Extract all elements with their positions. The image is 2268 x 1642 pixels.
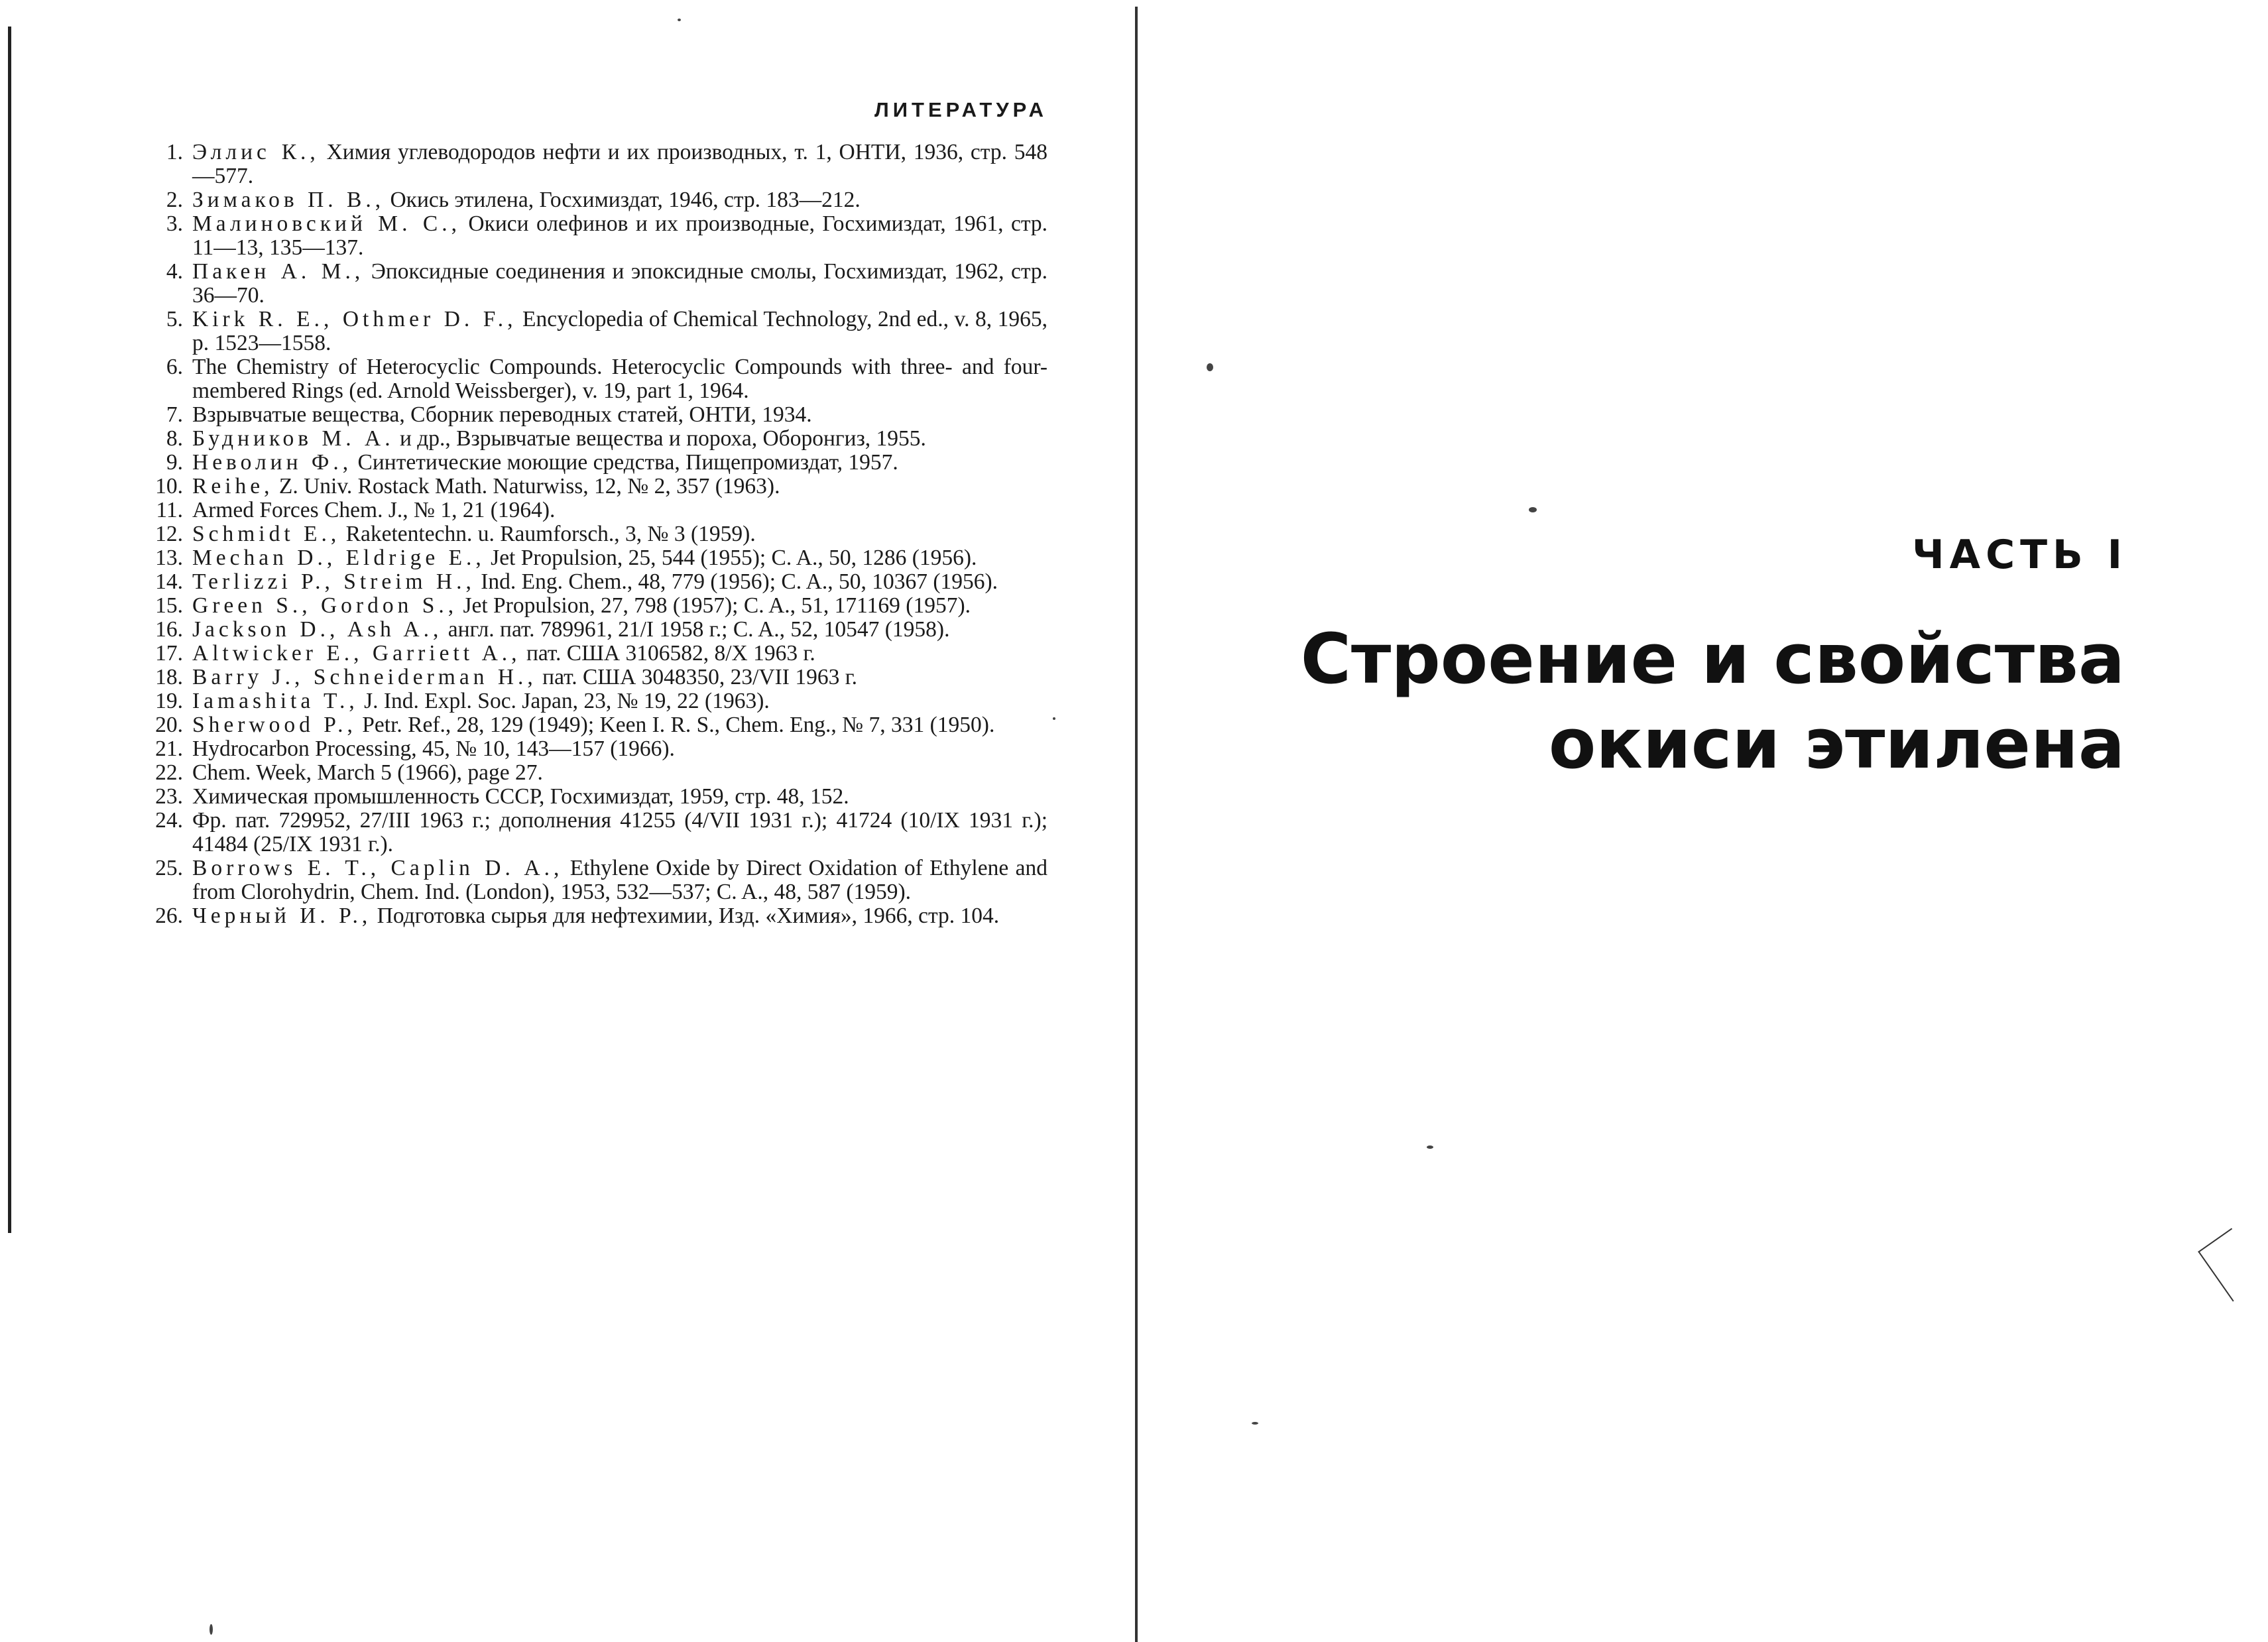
reference-item	[139, 761, 1047, 785]
reference-text: Armed Forces Chem. J., № 1, 21 (1964).	[192, 498, 556, 522]
reference-text: Raketentechn. u. Raumforsch., 3, № 3 (1959).	[340, 522, 756, 546]
reference-item	[139, 689, 1047, 713]
reference-text: Petr. Ref., 28, 129 (1949); Keen I. R. S., Chem. Eng., № 7, 331 (1950).	[356, 713, 995, 737]
reference-author: Iamashita T.,	[192, 689, 359, 713]
reference-item	[139, 642, 1047, 666]
reference-number: 5.	[166, 307, 183, 331]
page-gutter	[1135, 7, 1138, 1642]
reference-text: Окиси олефинов и их производные, Госхимиздат, 1961, стр. 11—13, 135—137.	[192, 211, 1048, 260]
reference-item	[139, 260, 1047, 308]
part-title	[1301, 616, 2125, 786]
reference-number: 9.	[166, 450, 183, 475]
reference-item	[139, 785, 1047, 809]
reference-author: Sherwood P.,	[192, 713, 357, 737]
reference-author: Kirk R. E., Othmer D. F.,	[192, 307, 517, 331]
reference-text: Encyclopedia of Chemical Technology, 2nd ed., v. 8, 1965, p. 1523—1558.	[192, 307, 1048, 355]
scan-speck	[1053, 717, 1055, 720]
reference-author: Будников М. А.	[192, 426, 394, 451]
reference-item	[139, 427, 1047, 451]
reference-item	[139, 403, 1047, 427]
reference-author: Reihe,	[192, 474, 274, 498]
scan-speck	[678, 19, 681, 21]
reference-number: 12.	[155, 522, 183, 546]
reference-item	[139, 713, 1047, 737]
reference-item	[139, 904, 1047, 928]
reference-item	[139, 666, 1047, 689]
reference-text: Окись этилена, Госхимиздат, 1946, стр. 183—212.	[385, 188, 861, 212]
scan-speck	[1252, 1422, 1258, 1425]
reference-text: и др., Взрывчатые вещества и пороха, Оборонгиз, 1955.	[394, 426, 926, 451]
reference-number: 1.	[166, 140, 183, 164]
reference-number: 6.	[166, 355, 183, 379]
reference-number: 13.	[155, 546, 183, 570]
reference-number: 10.	[155, 474, 183, 498]
scan-edge	[8, 27, 11, 1233]
part-title-line: Строение и свойства	[1300, 618, 2125, 699]
reference-number: 19.	[155, 689, 183, 713]
reference-author: Altwicker E., Garriett A.,	[192, 641, 521, 666]
reference-item	[139, 856, 1047, 904]
reference-number: 17.	[155, 641, 183, 666]
scan-speck	[1207, 363, 1213, 371]
reference-item	[139, 809, 1047, 856]
reference-number: 15.	[155, 593, 183, 618]
reference-author: Пакен А. М.,	[192, 259, 365, 284]
reference-author: Эллис К.,	[192, 140, 320, 164]
reference-text: Химия углеводородов нефти и их производных, т. 1, ОНТИ, 1936, стр. 548—577.	[192, 140, 1048, 188]
reference-item	[139, 498, 1047, 522]
bibliography-page	[139, 93, 1047, 1220]
reference-author: Terlizzi P., Streim H.,	[192, 569, 475, 594]
reference-author: Неволин Ф.,	[192, 450, 353, 475]
reference-item	[139, 308, 1047, 355]
reference-number: 3.	[166, 211, 183, 236]
reference-list	[139, 141, 1047, 928]
reference-text: Химическая промышленность СССР, Госхимиздат, 1959, стр. 48, 152.	[192, 784, 849, 809]
reference-text: Hydrocarbon Processing, 45, № 10, 143—157 (1966).	[192, 736, 675, 761]
reference-author: Малиновский М. С.,	[192, 211, 461, 236]
scan-speck	[1427, 1145, 1433, 1149]
reference-item	[139, 618, 1047, 642]
reference-number: 18.	[155, 665, 183, 689]
reference-item	[139, 594, 1047, 618]
reference-item	[139, 570, 1047, 594]
reference-number: 25.	[155, 856, 183, 880]
reference-author: Barry J., Schneiderman H.,	[192, 665, 537, 689]
reference-item	[139, 546, 1047, 570]
reference-author: Mechan D., Eldrige E.,	[192, 546, 485, 570]
reference-text: пат. США 3106582, 8/X 1963 г.	[520, 641, 815, 666]
reference-number: 20.	[155, 713, 183, 737]
bibliography-heading: ЛИТЕРАТУРА	[874, 98, 1047, 121]
reference-author: Зимаков П. В.,	[192, 188, 385, 212]
reference-item	[139, 475, 1047, 498]
reference-text: пат. США 3048350, 23/VII 1963 г.	[536, 665, 858, 689]
reference-text: J. Ind. Expl. Soc. Japan, 23, № 19, 22 (1963).	[358, 689, 770, 713]
reference-text: Ind. Eng. Chem., 48, 779 (1956); C. A., 50, 10367 (1956).	[475, 569, 998, 594]
reference-number: 2.	[166, 188, 183, 212]
reference-text: Ethylene Oxide by Direct Oxidation of Ethylene and from Clorohydrin, Chem. Ind. (London), 1953, 532—537; C. A., 48, 587 (1959).	[192, 856, 1047, 904]
reference-item	[139, 451, 1047, 475]
reference-text: Z. Univ. Rostack Math. Naturwiss, 12, № 2, 357 (1963).	[273, 474, 780, 498]
reference-item	[139, 188, 1047, 212]
reference-text: Взрывчатые вещества, Сборник переводных статей, ОНТИ, 1934.	[192, 402, 812, 427]
reference-text: Jet Propulsion, 27, 798 (1957); C. A., 51, 171169 (1957).	[457, 593, 971, 618]
reference-text: англ. пат. 789961, 21/I 1958 г.; C. A., 52, 10547 (1958).	[442, 617, 950, 642]
reference-number: 21.	[155, 736, 183, 761]
reference-number: 11.	[156, 498, 183, 522]
part-title-line: окиси этилена	[1548, 703, 2125, 784]
reference-item	[139, 522, 1047, 546]
reference-author: Черный И. Р.,	[192, 904, 372, 928]
reference-author: Jackson D., Ash A.,	[192, 617, 443, 642]
scan-speck	[1529, 507, 1537, 512]
reference-text: Фр. пат. 729952, 27/III 1963 г.; дополнения 41255 (4/VII 1931 г.); 41724 (10/IX 1931 г.); 41484 (25/IX 1931 г.).	[192, 808, 1047, 856]
reference-text: Jet Propulsion, 25, 544 (1955); C. A., 50, 1286 (1956).	[485, 546, 977, 570]
reference-author: Schmidt E.,	[192, 522, 341, 546]
reference-number: 24.	[155, 808, 183, 833]
reference-item	[139, 737, 1047, 761]
reference-number: 22.	[155, 760, 183, 785]
reference-text: Подготовка сырья для нефтехимии, Изд. «Химия», 1966, стр. 104.	[371, 904, 1000, 928]
reference-number: 26.	[155, 904, 183, 928]
reference-item	[139, 355, 1047, 403]
reference-item	[139, 212, 1047, 260]
reference-text: Chem. Week, March 5 (1966), page 27.	[192, 760, 543, 785]
reference-number: 4.	[166, 259, 183, 284]
reference-number: 23.	[155, 784, 183, 809]
reference-author: Green S., Gordon S.,	[192, 593, 458, 618]
part-label: ЧАСТЬ I	[1912, 532, 2127, 578]
scan-mark	[2198, 1228, 2267, 1302]
reference-text: Синтетические моющие средства, Пищепромиздат, 1957.	[352, 450, 898, 475]
reference-number: 7.	[166, 402, 183, 427]
reference-number: 8.	[166, 426, 183, 451]
reference-author: Borrows E. T., Caplin D. A.,	[192, 856, 564, 880]
reference-text: The Chemistry of Heterocyclic Compounds. Heterocyclic Compounds with three- and four-membered Rings (ed. Arnold Weissberger), v. 19, part 1, 1964.	[192, 355, 1047, 403]
reference-number: 16.	[155, 617, 183, 642]
scan-speck	[209, 1624, 213, 1635]
reference-item	[139, 141, 1047, 188]
reference-number: 14.	[155, 569, 183, 594]
reference-text: Эпоксидные соединения и эпоксидные смолы, Госхимиздат, 1962, стр. 36—70.	[192, 259, 1047, 308]
